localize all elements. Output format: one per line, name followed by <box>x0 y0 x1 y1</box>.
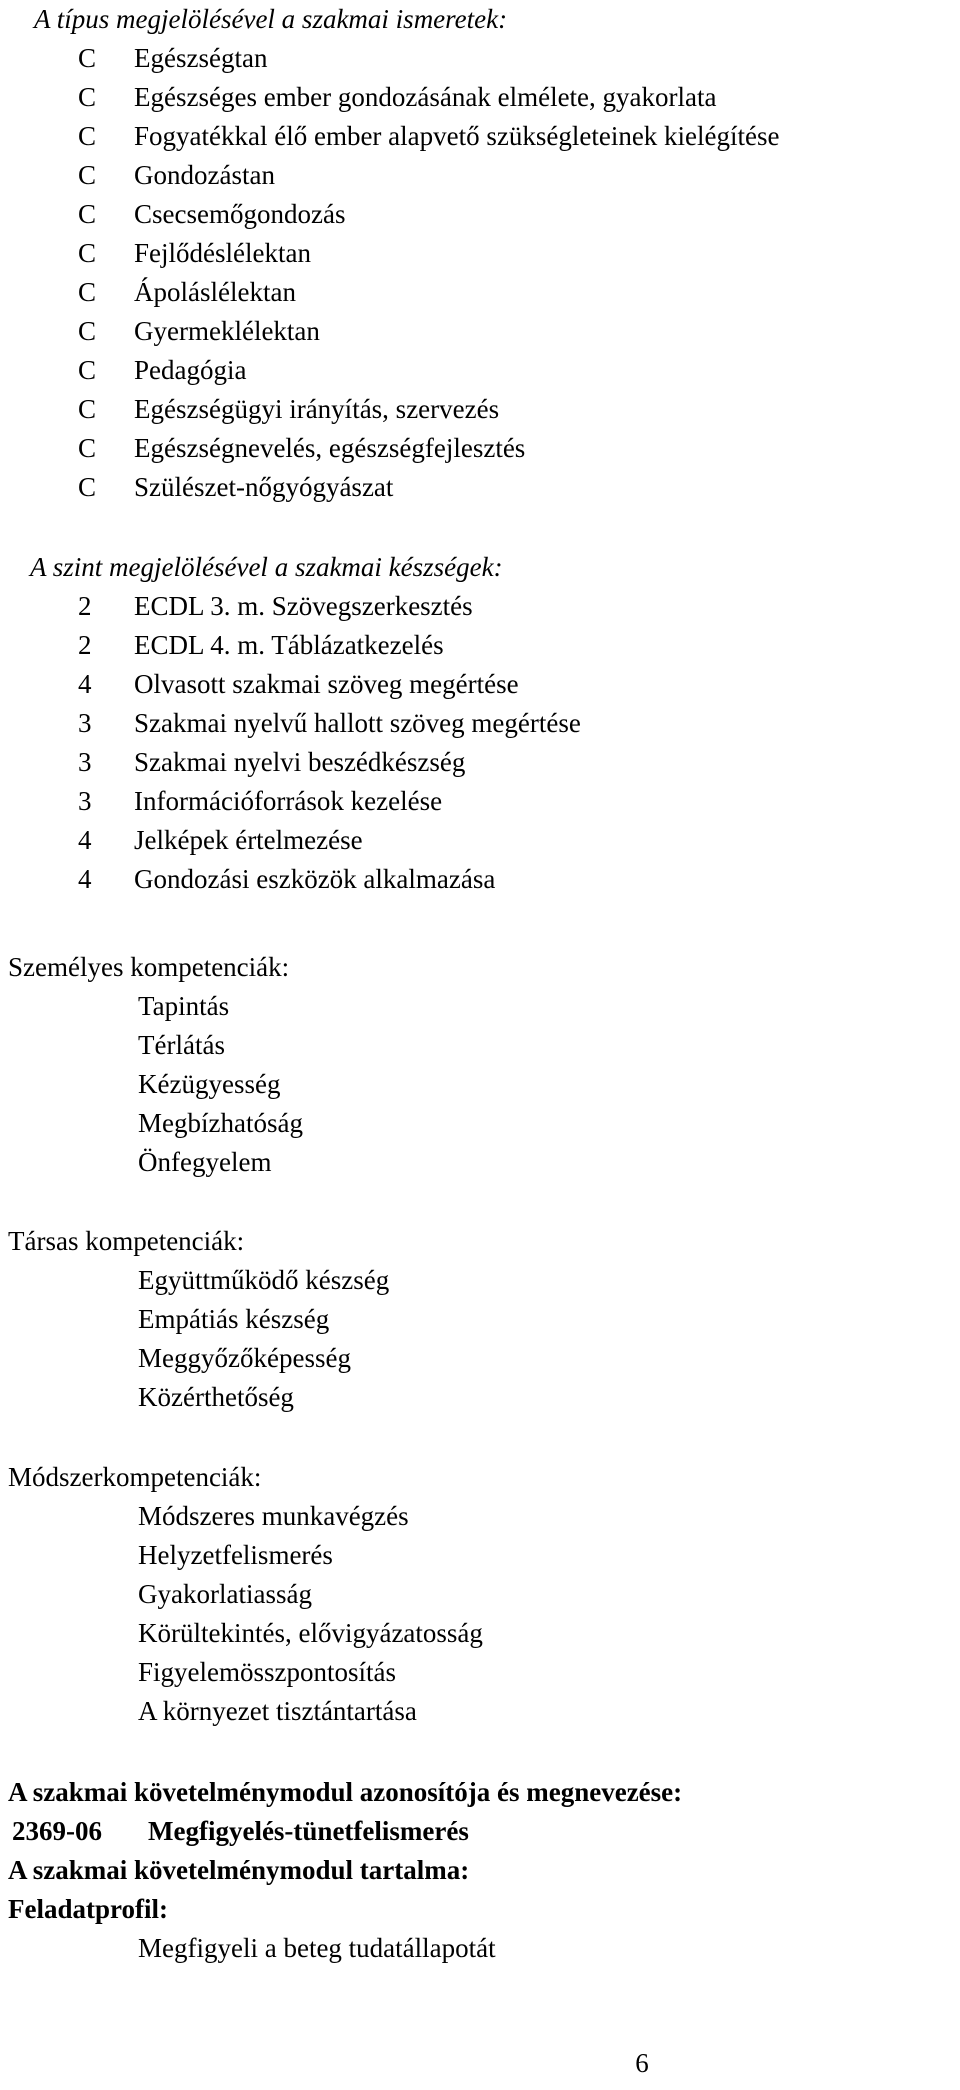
skill-item <box>78 782 960 821</box>
knowledge-label: Egészségnevelés, egészségfejlesztés <box>134 433 526 463</box>
knowledge-type: C <box>78 43 97 73</box>
knowledge-label: Gyermeklélektan <box>134 316 320 346</box>
module-id-row <box>0 1812 960 1851</box>
knowledge-item <box>78 234 960 273</box>
page-number: 6 <box>635 2048 649 2078</box>
method-item: Helyzetfelismerés <box>138 1540 333 1570</box>
method-item: Körültekintés, elővigyázatosság <box>138 1618 483 1648</box>
social-competencies-section <box>0 1222 960 1417</box>
knowledge-heading: A típus megjelölésével a szakmai ismeretek: <box>34 4 508 34</box>
skill-level: 4 <box>78 864 92 894</box>
module-content-heading: A szakmai követelménymodul tartalma: <box>8 1855 470 1885</box>
personal-item: Tapintás <box>138 991 230 1021</box>
module-name: Megfigyelés-tünetfelismerés <box>148 1816 469 1846</box>
knowledge-type: C <box>78 82 97 112</box>
skill-item <box>78 587 960 626</box>
knowledge-label: Fejlődéslélektan <box>134 238 311 268</box>
module-section <box>0 1773 960 1968</box>
knowledge-item <box>78 390 960 429</box>
knowledge-label: Szülészet-nőgyógyászat <box>134 472 394 502</box>
knowledge-label: Pedagógia <box>134 355 247 385</box>
knowledge-label: Egészségügyi irányítás, szervezés <box>134 394 500 424</box>
skill-item <box>78 743 960 782</box>
skill-level: 2 <box>78 630 92 660</box>
skill-level: 3 <box>78 708 92 738</box>
method-item: A környezet tisztántartása <box>138 1696 417 1726</box>
social-item: Közérthetőség <box>138 1382 294 1412</box>
method-heading: Módszerkompetenciák: <box>8 1462 262 1492</box>
knowledge-item <box>78 39 960 78</box>
knowledge-item <box>78 468 960 507</box>
skill-label: Gondozási eszközök alkalmazása <box>134 864 496 894</box>
knowledge-type: C <box>78 472 97 502</box>
method-list <box>0 1497 960 1731</box>
skill-label: Információforrások kezelése <box>134 786 443 816</box>
knowledge-type: C <box>78 199 97 229</box>
method-item: Figyelemösszpontosítás <box>138 1657 396 1687</box>
method-item: Módszeres munkavégzés <box>138 1501 409 1531</box>
social-heading: Társas kompetenciák: <box>8 1226 245 1256</box>
knowledge-item <box>78 78 960 117</box>
task-profile-heading: Feladatprofil: <box>8 1894 168 1924</box>
knowledge-section <box>0 0 960 507</box>
knowledge-type: C <box>78 160 97 190</box>
knowledge-item <box>78 156 960 195</box>
knowledge-type: C <box>78 238 97 268</box>
skill-label: Olvasott szakmai szöveg megértése <box>134 669 519 699</box>
task-profile-list <box>0 1929 960 1968</box>
personal-item: Önfegyelem <box>138 1147 272 1177</box>
method-item: Gyakorlatiasság <box>138 1579 312 1609</box>
skills-list <box>0 587 960 899</box>
skill-label: ECDL 4. m. Táblázatkezelés <box>134 630 444 660</box>
method-competencies-section <box>0 1458 960 1731</box>
knowledge-type: C <box>78 316 97 346</box>
social-list <box>0 1261 960 1417</box>
knowledge-type: C <box>78 355 97 385</box>
knowledge-label: Csecsemőgondozás <box>134 199 346 229</box>
knowledge-label: Egészséges ember gondozásának elmélete, gyakorlata <box>134 82 717 112</box>
personal-list <box>0 987 960 1182</box>
skill-level: 2 <box>78 591 92 621</box>
skill-label: Jelképek értelmezése <box>134 825 363 855</box>
skill-level: 3 <box>78 786 92 816</box>
personal-competencies-section <box>0 948 960 1182</box>
module-code: 2369-06 <box>12 1816 102 1846</box>
knowledge-type: C <box>78 121 97 151</box>
skill-item <box>78 860 960 899</box>
personal-heading: Személyes kompetenciák: <box>8 952 290 982</box>
knowledge-item <box>78 195 960 234</box>
skill-label: Szakmai nyelvi beszédkészség <box>134 747 466 777</box>
social-item: Empátiás készség <box>138 1304 330 1334</box>
knowledge-label: Ápoláslélektan <box>134 277 296 307</box>
skill-level: 4 <box>78 669 92 699</box>
knowledge-item <box>78 312 960 351</box>
knowledge-item <box>78 429 960 468</box>
skills-section <box>0 548 960 899</box>
skill-level: 3 <box>78 747 92 777</box>
skill-item <box>78 704 960 743</box>
knowledge-list <box>0 39 960 507</box>
skill-item <box>78 821 960 860</box>
skill-level: 4 <box>78 825 92 855</box>
knowledge-label: Fogyatékkal élő ember alapvető szükségleteinek kielégítése <box>134 121 780 151</box>
module-id-heading: A szakmai követelménymodul azonosítója és megnevezése: <box>8 1777 683 1807</box>
knowledge-item <box>78 351 960 390</box>
personal-item: Megbízhatóság <box>138 1108 303 1138</box>
knowledge-item <box>78 273 960 312</box>
knowledge-type: C <box>78 394 97 424</box>
knowledge-item <box>78 117 960 156</box>
knowledge-type: C <box>78 433 97 463</box>
knowledge-type: C <box>78 277 97 307</box>
knowledge-label: Egészségtan <box>134 43 268 73</box>
task-item: Megfigyeli a beteg tudatállapotát <box>138 1933 496 1963</box>
skill-label: Szakmai nyelvű hallott szöveg megértése <box>134 708 581 738</box>
social-item: Együttműködő készség <box>138 1265 390 1295</box>
skills-heading: A szint megjelölésével a szakmai készségek: <box>30 552 503 582</box>
skill-label: ECDL 3. m. Szövegszerkesztés <box>134 591 473 621</box>
skill-item <box>78 626 960 665</box>
personal-item: Térlátás <box>138 1030 225 1060</box>
personal-item: Kézügyesség <box>138 1069 281 1099</box>
skill-item <box>78 665 960 704</box>
knowledge-label: Gondozástan <box>134 160 275 190</box>
social-item: Meggyőzőképesség <box>138 1343 351 1373</box>
